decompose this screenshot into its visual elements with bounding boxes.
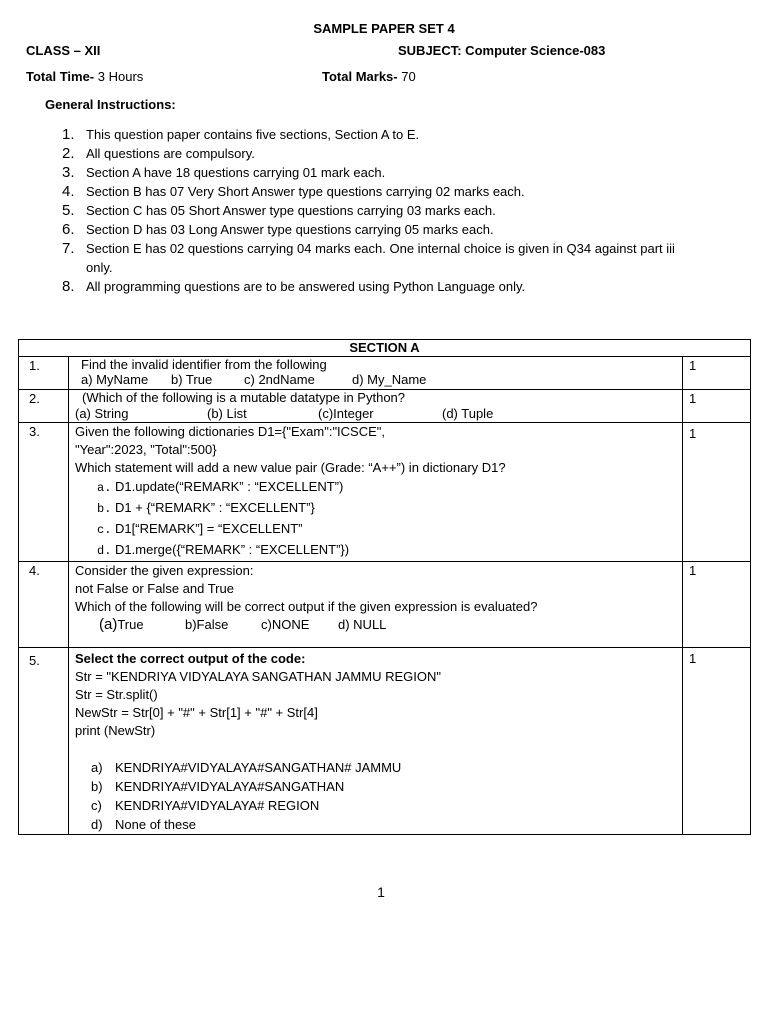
choice-text: D1.update(“REMARK” : “EXCELLENT”)	[115, 479, 344, 494]
instruction-item	[62, 163, 692, 182]
total-marks-label: Total Marks-	[322, 69, 398, 84]
question-body	[69, 562, 683, 648]
question-text: Find the invalid identifier from the following	[81, 357, 327, 372]
option: d) My_Name	[352, 372, 427, 387]
choice	[75, 519, 676, 540]
question-text: not False or False and True	[75, 581, 234, 596]
question-row	[19, 648, 751, 835]
option: b)False	[185, 617, 229, 632]
question-body	[69, 423, 683, 562]
choice	[75, 540, 676, 561]
class-label: CLASS – XII	[26, 43, 101, 58]
question-text: Given the following dictionaries D1={"Exam":"ICSCE",	[75, 424, 386, 439]
question-body	[69, 390, 683, 423]
option-label: (a)	[99, 616, 118, 633]
total-time-value: 3 Hours	[94, 69, 144, 84]
choice-label: a)	[91, 760, 103, 775]
choice-label: b)	[91, 779, 103, 794]
instruction-number: 2.	[62, 145, 75, 162]
question-options	[75, 406, 676, 422]
instruction-number: 7.	[62, 240, 75, 257]
page-number: 1	[377, 884, 385, 900]
choice-text: D1 + {“REMARK” : “EXCELLENT”}	[115, 500, 315, 515]
question-options	[75, 616, 676, 634]
choice-text: D1[“REMARK”] = “EXCELLENT”	[115, 521, 303, 536]
question-options	[81, 372, 676, 388]
instruction-text: Section C has 05 Short Answer type questions carrying 03 marks each.	[86, 203, 496, 218]
instructions-list	[62, 125, 692, 296]
instruction-number: 1.	[62, 126, 75, 143]
instruction-item	[62, 144, 692, 163]
instruction-number: 3.	[62, 164, 75, 181]
instruction-item	[62, 239, 692, 277]
option: (a) String	[75, 406, 129, 421]
question-body	[69, 357, 683, 390]
instruction-text: Section A have 18 questions carrying 01 mark each.	[86, 165, 386, 180]
choice-label: a.	[97, 481, 112, 495]
total-marks-value: 70	[397, 69, 416, 84]
choice	[75, 777, 676, 796]
instruction-text: All questions are compulsory.	[86, 146, 255, 161]
question-marks: 1	[683, 423, 751, 562]
choice-label: d.	[97, 544, 112, 558]
instruction-item	[62, 125, 692, 144]
section-heading-row	[19, 340, 751, 357]
question-marks: 1	[683, 390, 751, 423]
section-heading: SECTION A	[19, 340, 751, 357]
choice	[75, 758, 676, 777]
instruction-text: Section E has 02 questions carrying 04 marks each. One internal choice is given in Q34 against part iii only.	[86, 241, 675, 275]
option: a) MyName	[81, 372, 149, 387]
question-row	[19, 390, 751, 423]
question-marks: 1	[683, 648, 751, 835]
total-marks	[322, 69, 416, 84]
instruction-number: 4.	[62, 183, 75, 200]
code-line: NewStr = Str[0] + "#" + Str[1] + "#" + Str[4]	[75, 705, 318, 720]
choice-label: c.	[97, 523, 112, 537]
subject-label: SUBJECT: Computer Science-083	[398, 43, 606, 58]
choice	[75, 796, 676, 815]
option: c)NONE	[261, 617, 310, 632]
choice-text: None of these	[115, 817, 196, 832]
question-number: 2.	[19, 390, 69, 423]
instruction-number: 6.	[62, 221, 75, 238]
option: (c)Integer	[318, 406, 374, 421]
code-line: Str = Str.split()	[75, 687, 158, 702]
question-text: "Year":2023, "Total":500}	[75, 442, 217, 457]
total-time	[26, 69, 143, 84]
question-marks: 1	[683, 562, 751, 648]
question-text: (Which of the following is a mutable datatype in Python?	[82, 390, 406, 405]
instruction-item	[62, 182, 692, 201]
option: (d) Tuple	[442, 406, 494, 421]
question-number: 4.	[19, 562, 69, 648]
code-line: Str = "KENDRIYA VIDYALAYA SANGATHAN JAMMU REGION"	[75, 669, 441, 684]
total-time-label: Total Time-	[26, 69, 95, 84]
instruction-item	[62, 277, 692, 296]
instruction-text: All programming questions are to be answered using Python Language only.	[86, 279, 526, 294]
instruction-number: 8.	[62, 278, 75, 295]
section-a-table	[18, 339, 751, 835]
question-row	[19, 562, 751, 648]
question-body	[69, 648, 683, 835]
choice-text: KENDRIYA#VIDYALAYA# REGION	[115, 798, 320, 813]
instructions-heading: General Instructions:	[45, 97, 176, 112]
choice-label: b.	[97, 502, 112, 516]
paper-title: SAMPLE PAPER SET 4	[313, 21, 455, 36]
choice	[75, 815, 676, 834]
question-marks: 1	[683, 357, 751, 390]
instruction-text: Section B has 07 Very Short Answer type questions carrying 02 marks each.	[86, 184, 525, 199]
instruction-text: Section D has 03 Long Answer type questions carrying 05 marks each.	[86, 222, 494, 237]
instruction-text: This question paper contains five sections, Section A to E.	[86, 127, 420, 142]
question-heading: Select the correct output of the code:	[75, 651, 306, 666]
instruction-number: 5.	[62, 202, 75, 219]
choice-text: KENDRIYA#VIDYALAYA#SANGATHAN	[115, 779, 345, 794]
option: d) NULL	[338, 617, 387, 632]
question-number: 5.	[19, 648, 69, 835]
choice-label: d)	[91, 817, 103, 832]
choice-label: c)	[91, 798, 102, 813]
instruction-item	[62, 201, 692, 220]
question-row	[19, 423, 751, 562]
choice-text: D1.merge({“REMARK” : “EXCELLENT”})	[115, 542, 350, 557]
option: c) 2ndName	[244, 372, 315, 387]
option-text: True	[117, 617, 144, 632]
question-text: Consider the given expression:	[75, 563, 254, 578]
question-row	[19, 357, 751, 390]
instruction-item	[62, 220, 692, 239]
question-number: 1.	[19, 357, 69, 390]
option: (b) List	[207, 406, 247, 421]
question-number: 3.	[19, 423, 69, 562]
code-line: print (NewStr)	[75, 723, 156, 738]
choice	[75, 477, 676, 498]
question-text: Which statement will add a new value pair (Grade: “A++”) in dictionary D1?	[75, 460, 506, 475]
option: b) True	[171, 372, 213, 387]
choice	[75, 498, 676, 519]
option	[99, 616, 185, 634]
question-text: Which of the following will be correct output if the given expression is evaluated?	[75, 599, 538, 614]
choice-text: KENDRIYA#VIDYALAYA#SANGATHAN# JAMMU	[115, 760, 402, 775]
